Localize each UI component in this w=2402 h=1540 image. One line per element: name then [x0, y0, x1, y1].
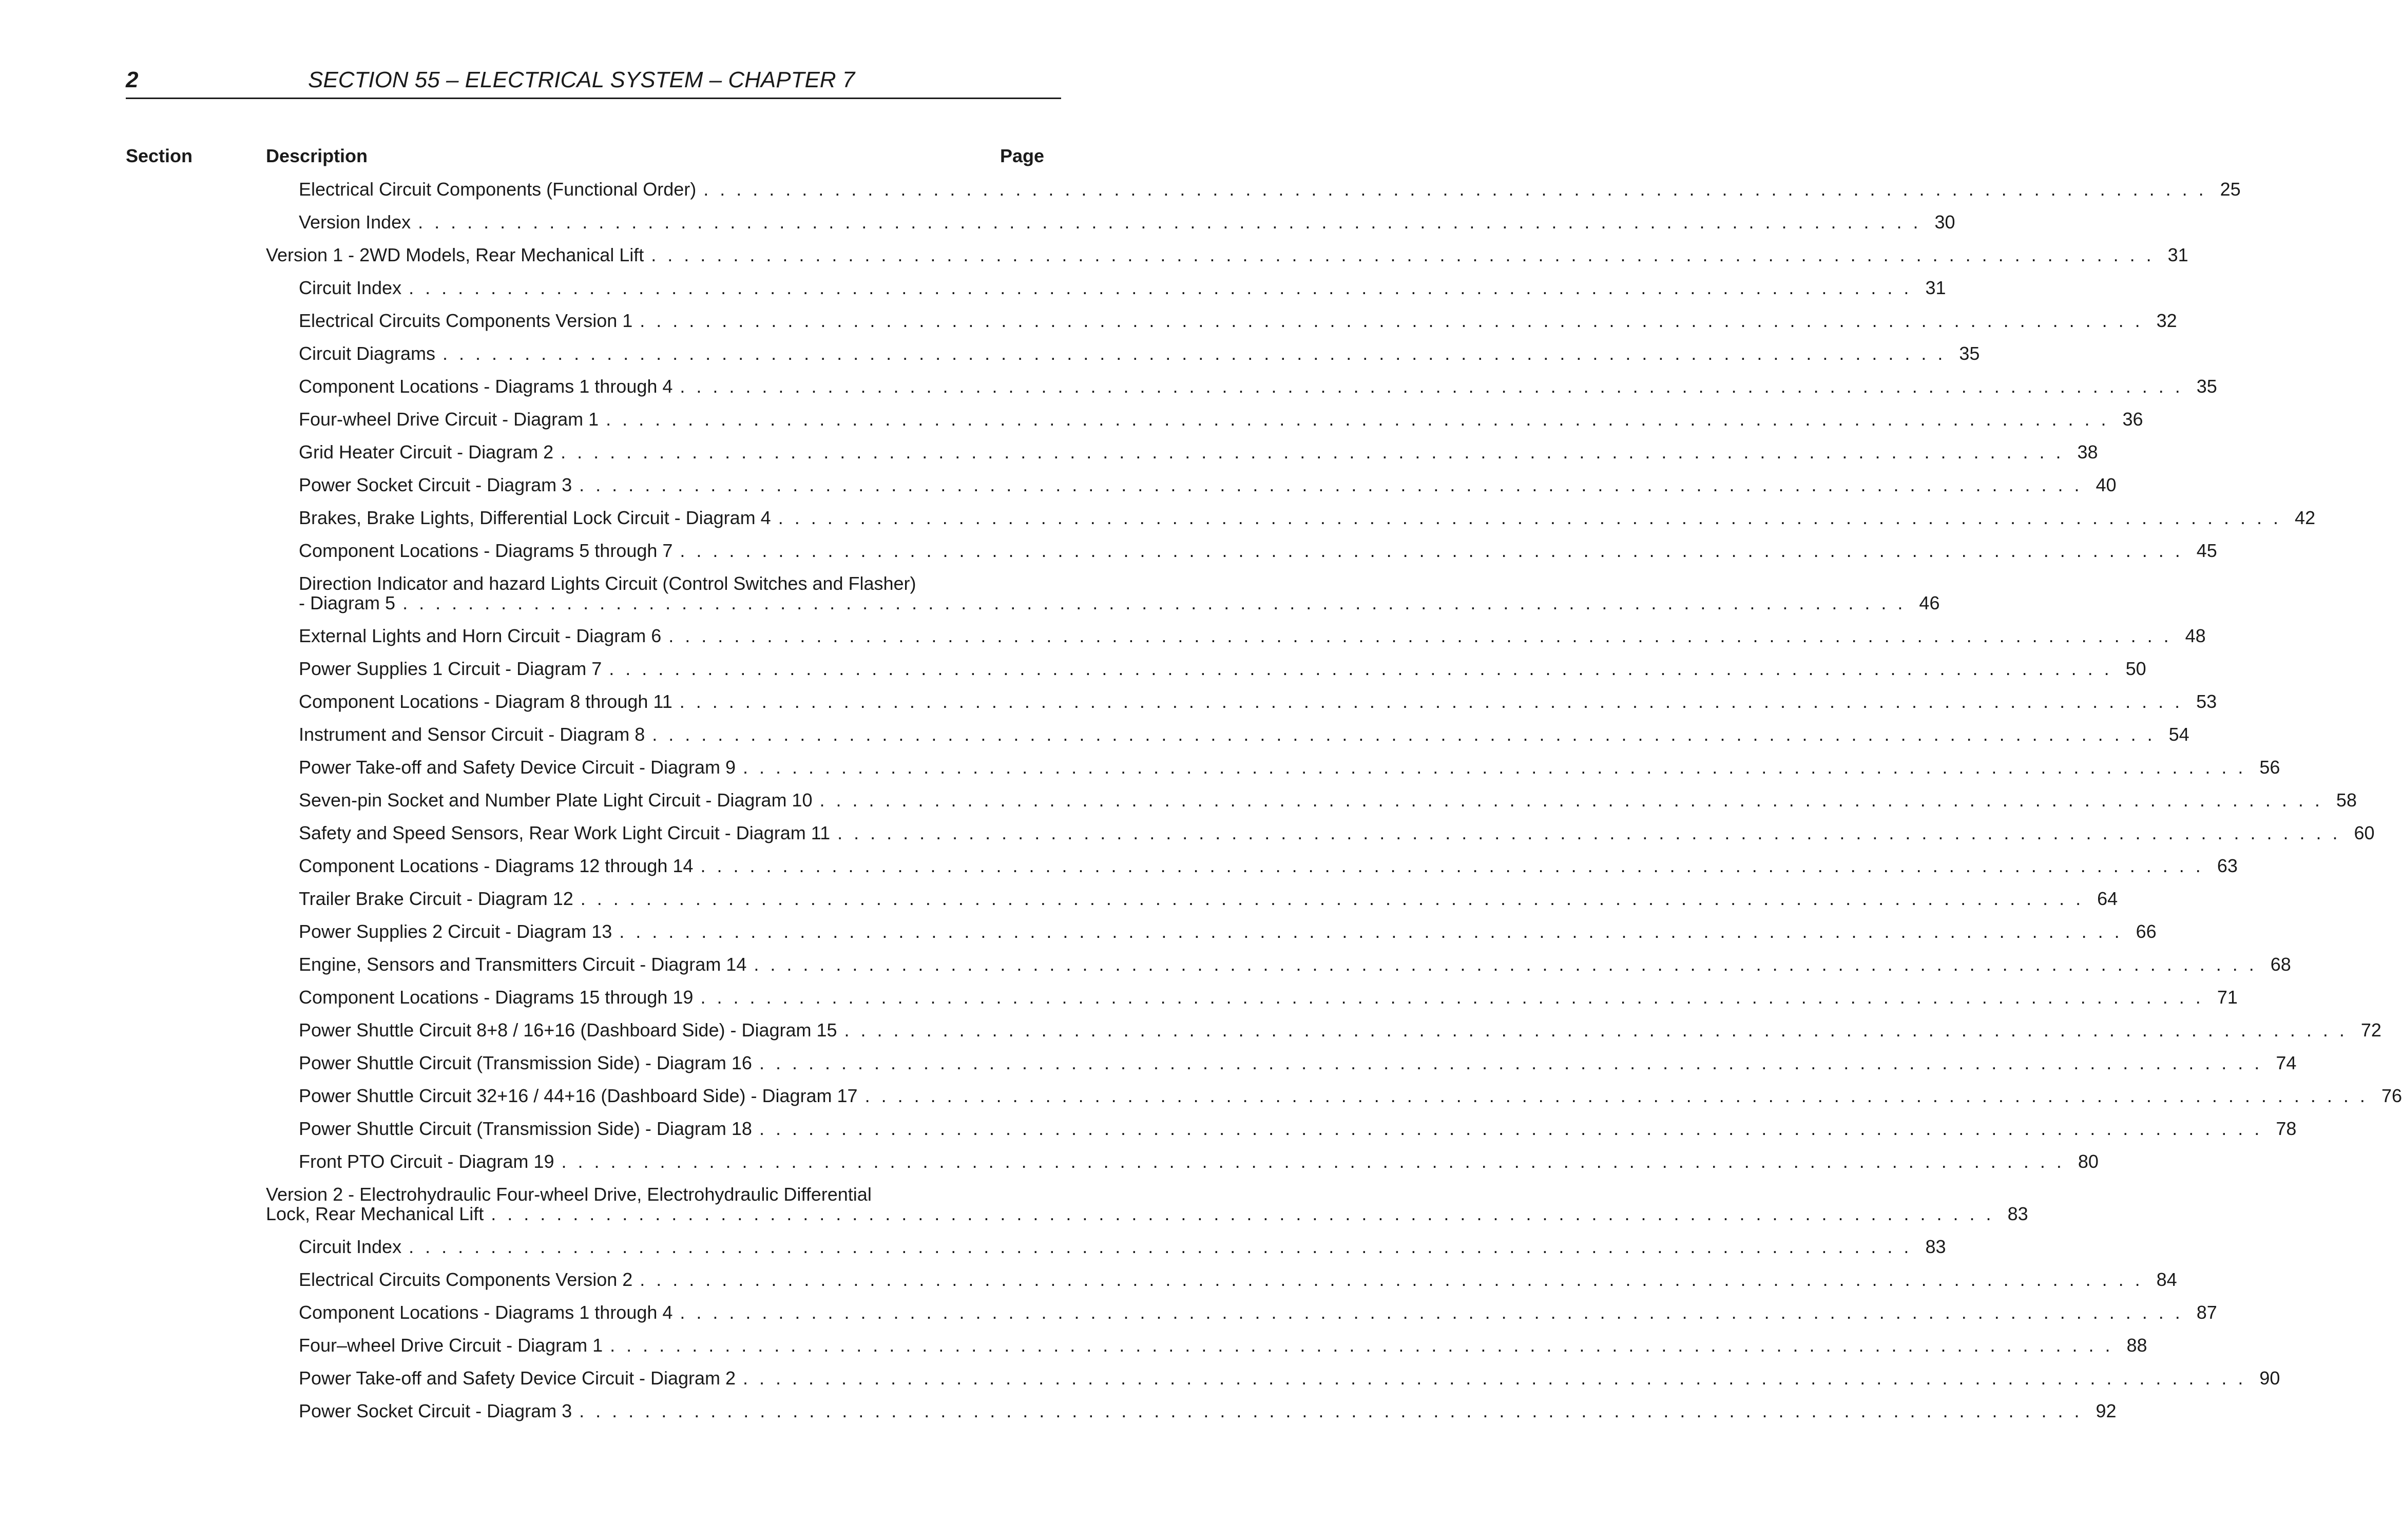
toc-entry-page: 53	[2196, 691, 2217, 712]
page-number: 2	[126, 67, 139, 92]
dot-leader: . . . . . . . . . . . . . . . . . . . . . . . . . . . . . . . . . . . . . . . . . . . . . . . . . . . . . . . . . . . . . . . . . . . . . . . . . . . . . . . . . . . . . . . . . . . .	[409, 1236, 1912, 1257]
dot-leader: . . . . . . . . . . . . . . . . . . . . . . . . . . . . . . . . . . . . . . . . . . . . . . . . . . . . . . . . . . . . . . . . . . . . . . . . . . . . . . . . . . . . . . . . . . . .	[619, 921, 2123, 942]
toc-entry	[299, 272, 1946, 304]
toc-entry	[299, 751, 2280, 784]
toc-entry-page: 54	[2168, 724, 2189, 745]
dot-leader: . . . . . . . . . . . . . . . . . . . . . . . . . . . . . . . . . . . . . . . . . . . . . . . . . . . . . . . . . . . . . . . . . . . . . . . . . . . . . . . . . . . . . . . . . . . .	[579, 1400, 2083, 1421]
toc-entry-page: 31	[2167, 244, 2188, 265]
toc-entry	[299, 620, 2206, 652]
toc-entry-page: 88	[2126, 1335, 2147, 1356]
page-column-header: Page	[1000, 145, 1044, 166]
dot-leader: . . . . . . . . . . . . . . . . . . . . . . . . . . . . . . . . . . . . . . . . . . . . . . . . . . . . . . . . . . . . . . . . . . . . . . . . . . . . . . . . . . . . . . . . . . . .	[754, 954, 2257, 975]
toc-entry-title: Power Socket Circuit - Diagram 3	[299, 474, 572, 495]
toc-entry-page: 71	[2217, 987, 2238, 1008]
table-of-contents	[0, 173, 2402, 1428]
toc-entry	[299, 685, 2217, 718]
toc-entry-title: Seven-pin Socket and Number Plate Light Circuit - Diagram 10	[299, 790, 813, 811]
dot-leader: . . . . . . . . . . . . . . . . . . . . . . . . . . . . . . . . . . . . . . . . . . . . . . . . . . . . . . . . . . . . . . . . . . . . . . . . . . . . . . . . . . . . . . . . . . . .	[668, 625, 2172, 646]
toc-entry	[299, 1047, 2297, 1080]
dot-leader: . . . . . . . . . . . . . . . . . . . . . . . . . . . . . . . . . . . . . . . . . . . . . . . . . . . . . . . . . . . . . . . . . . . . . . . . . . . . . . . . . . . . . . . . . . . .	[610, 1335, 2113, 1356]
toc-entry-title: Lock, Rear Mechanical Lift	[266, 1203, 484, 1224]
toc-column-headers	[0, 144, 1190, 168]
toc-entry-page: 72	[2360, 1019, 2381, 1041]
dot-leader: . . . . . . . . . . . . . . . . . . . . . . . . . . . . . . . . . . . . . . . . . . . . . . . . . . . . . . . . . . . . . . . . . . . . . . . . . . . . . . . . . . . . . . . . . . . .	[561, 441, 2064, 463]
toc-entry-page: 58	[2336, 790, 2357, 811]
page-title: SECTION 55 – ELECTRICAL SYSTEM – CHAPTER 7	[308, 67, 855, 92]
dot-leader: . . . . . . . . . . . . . . . . . . . . . . . . . . . . . . . . . . . . . . . . . . . . . . . . . . . . . . . . . . . . . . . . . . . . . . . . . . . . . . . . . . . . . . . . . . . .	[743, 1368, 2246, 1389]
description-column-header: Description	[266, 145, 368, 166]
toc-entry-page: 30	[1934, 211, 1955, 233]
toc-entry-title: Power Shuttle Circuit 32+16 / 44+16 (Dashboard Side) - Diagram 17	[299, 1085, 858, 1106]
toc-entry-page: 35	[1959, 343, 1980, 364]
dot-leader: . . . . . . . . . . . . . . . . . . . . . . . . . . . . . . . . . . . . . . . . . . . . . . . . . . . . . . . . . . . . . . . . . . . . . . . . . . . . . . . . . . . . . . . . . . . .	[651, 244, 2155, 265]
toc-entry	[299, 1014, 2381, 1047]
dot-leader: . . . . . . . . . . . . . . . . . . . . . . . . . . . . . . . . . . . . . . . . . . . . . . . . . . . . . . . . . . . . . . . . . . . . . . . . . . . . . . . . . . . . . . . . . . . .	[579, 474, 2083, 495]
dot-leader: . . . . . . . . . . . . . . . . . . . . . . . . . . . . . . . . . . . . . . . . . . . . . . . . . . . . . . . . . . . . . . . . . . . . . . . . . . . . . . . . . . . . . . . . . . . .	[743, 757, 2246, 778]
dot-leader: . . . . . . . . . . . . . . . . . . . . . . . . . . . . . . . . . . . . . . . . . . . . . . . . . . . . . . . . . . . . . . . . . . . . . . . . . . . . . . . . . . . . . . . . . . . .	[609, 658, 2112, 679]
dot-leader: . . . . . . . . . . . . . . . . . . . . . . . . . . . . . . . . . . . . . . . . . . . . . . . . . . . . . . . . . . . . . . . . . . . . . . . . . . . . . . . . . . . . . . . . . . . .	[703, 179, 2207, 200]
toc-entry-title: Trailer Brake Circuit - Diagram 12	[299, 888, 573, 909]
toc-entry	[299, 652, 2146, 685]
toc-entry	[299, 1263, 2177, 1296]
toc-entry	[299, 1112, 2297, 1145]
toc-entry-page: 36	[2122, 409, 2143, 430]
toc-entry	[299, 436, 2098, 469]
toc-entry-page: 50	[2125, 658, 2146, 679]
dot-leader: . . . . . . . . . . . . . . . . . . . . . . . . . . . . . . . . . . . . . . . . . . . . . . . . . . . . . . . . . . . . . . . . . . . . . . . . . . . . . . . . . . . . . . . . . . . .	[778, 507, 2282, 528]
toc-entry-title: Component Locations - Diagram 8 through 11	[299, 691, 672, 712]
toc-entry	[299, 817, 2375, 850]
toc-entry	[299, 850, 2238, 882]
toc-entry-title: Instrument and Sensor Circuit - Diagram 8	[299, 724, 645, 745]
toc-entry	[299, 948, 2291, 981]
dot-leader: . . . . . . . . . . . . . . . . . . . . . . . . . . . . . . . . . . . . . . . . . . . . . . . . . . . . . . . . . . . . . . . . . . . . . . . . . . . . . . . . . . . . . . . . . . . .	[864, 1085, 2368, 1106]
toc-entry-title: Electrical Circuit Components (Functional Order)	[299, 179, 697, 200]
toc-entry	[299, 370, 2217, 403]
toc-entry-page: 84	[2156, 1269, 2177, 1290]
toc-entry-title-line: Version 2 - Electrohydraulic Four-wheel Drive, Electrohydraulic Differential	[266, 1184, 872, 1205]
toc-entry-page: 25	[2220, 179, 2241, 200]
dot-leader: . . . . . . . . . . . . . . . . . . . . . . . . . . . . . . . . . . . . . . . . . . . . . . . . . . . . . . . . . . . . . . . . . . . . . . . . . . . . . . . . . . . . . . . . . . . .	[491, 1203, 1994, 1224]
toc-entry-title: Power Take-off and Safety Device Circuit - Diagram 9	[299, 757, 736, 778]
dot-leader: . . . . . . . . . . . . . . . . . . . . . . . . . . . . . . . . . . . . . . . . . . . . . . . . . . . . . . . . . . . . . . . . . . . . . . . . . . . . . . . . . . . . . . . . . . . .	[561, 1151, 2065, 1172]
dot-leader: . . . . . . . . . . . . . . . . . . . . . . . . . . . . . . . . . . . . . . . . . . . . . . . . . . . . . . . . . . . . . . . . . . . . . . . . . . . . . . . . . . . . . . . . . . . .	[680, 376, 2183, 397]
toc-version-heading	[266, 239, 2188, 272]
dot-leader: . . . . . . . . . . . . . . . . . . . . . . . . . . . . . . . . . . . . . . . . . . . . . . . . . . . . . . . . . . . . . . . . . . . . . . . . . . . . . . . . . . . . . . . . . . . .	[700, 855, 2204, 876]
toc-entry	[299, 1230, 1946, 1263]
toc-entry	[299, 173, 2241, 206]
dot-leader: . . . . . . . . . . . . . . . . . . . . . . . . . . . . . . . . . . . . . . . . . . . . . . . . . . . . . . . . . . . . . . . . . . . . . . . . . . . . . . . . . . . . . . . . . . . .	[759, 1118, 2263, 1139]
toc-entry-title-line: Direction Indicator and hazard Lights Circuit (Control Switches and Flasher)	[299, 573, 916, 594]
dot-leader: . . . . . . . . . . . . . . . . . . . . . . . . . . . . . . . . . . . . . . . . . . . . . . . . . . . . . . . . . . . . . . . . . . . . . . . . . . . . . . . . . . . . . . . . . . . .	[402, 592, 1906, 613]
toc-entry-title: Component Locations - Diagrams 5 through 7	[299, 540, 673, 561]
toc-entry-title: Circuit Index	[299, 277, 402, 298]
toc-entry-title: Power Shuttle Circuit (Transmission Side) - Diagram 16	[299, 1052, 752, 1073]
toc-entry-title: Front PTO Circuit - Diagram 19	[299, 1151, 554, 1172]
toc-entry	[299, 915, 2157, 948]
dot-leader: . . . . . . . . . . . . . . . . . . . . . . . . . . . . . . . . . . . . . . . . . . . . . . . . . . . . . . . . . . . . . . . . . . . . . . . . . . . . . . . . . . . . . . . . . . . .	[844, 1019, 2348, 1041]
dot-leader: . . . . . . . . . . . . . . . . . . . . . . . . . . . . . . . . . . . . . . . . . . . . . . . . . . . . . . . . . . . . . . . . . . . . . . . . . . . . . . . . . . . . . . . . . . . .	[759, 1052, 2263, 1073]
dot-leader: . . . . . . . . . . . . . . . . . . . . . . . . . . . . . . . . . . . . . . . . . . . . . . . . . . . . . . . . . . . . . . . . . . . . . . . . . . . . . . . . . . . . . . . . . . . .	[680, 1302, 2183, 1323]
toc-entry	[299, 1395, 2117, 1428]
toc-entry-page: 56	[2259, 757, 2280, 778]
toc-entry-page: 31	[1925, 277, 1946, 298]
toc-entry	[299, 784, 2357, 817]
toc-entry	[299, 534, 2217, 567]
toc-entry-page: 32	[2156, 310, 2177, 331]
dot-leader: . . . . . . . . . . . . . . . . . . . . . . . . . . . . . . . . . . . . . . . . . . . . . . . . . . . . . . . . . . . . . . . . . . . . . . . . . . . . . . . . . . . . . . . . . . . .	[640, 310, 2143, 331]
toc-entry-page: 66	[2136, 921, 2157, 942]
toc-entry-title: Safety and Speed Sensors, Rear Work Light Circuit - Diagram 11	[299, 822, 831, 843]
toc-entry-page: 46	[1919, 592, 1940, 613]
dot-leader: . . . . . . . . . . . . . . . . . . . . . . . . . . . . . . . . . . . . . . . . . . . . . . . . . . . . . . . . . . . . . . . . . . . . . . . . . . . . . . . . . . . . . . . . . . . .	[443, 343, 1946, 364]
toc-entry-page: 68	[2270, 954, 2291, 975]
toc-entry-page: 76	[2381, 1085, 2402, 1106]
dot-leader: . . . . . . . . . . . . . . . . . . . . . . . . . . . . . . . . . . . . . . . . . . . . . . . . . . . . . . . . . . . . . . . . . . . . . . . . . . . . . . . . . . . . . . . . . . . .	[409, 277, 1912, 298]
toc-entry-page: 92	[2096, 1400, 2117, 1421]
toc-entry-page: 38	[2077, 441, 2098, 463]
toc-entry-page: 87	[2196, 1302, 2217, 1323]
toc-entry-title: Power Supplies 1 Circuit - Diagram 7	[299, 658, 602, 679]
toc-entry	[299, 1362, 2280, 1395]
toc-entry-title: Electrical Circuits Components Version 1	[299, 310, 633, 331]
dot-leader: . . . . . . . . . . . . . . . . . . . . . . . . . . . . . . . . . . . . . . . . . . . . . . . . . . . . . . . . . . . . . . . . . . . . . . . . . . . . . . . . . . . . . . . . . . . .	[680, 540, 2183, 561]
toc-entry	[299, 206, 1955, 239]
toc-version-heading	[266, 1178, 2028, 1230]
toc-entry-page: 63	[2217, 855, 2238, 876]
toc-entry-title: Circuit Diagrams	[299, 343, 436, 364]
toc-entry-page: 83	[2007, 1203, 2028, 1224]
dot-leader: . . . . . . . . . . . . . . . . . . . . . . . . . . . . . . . . . . . . . . . . . . . . . . . . . . . . . . . . . . . . . . . . . . . . . . . . . . . . . . . . . . . . . . . . . . . .	[606, 409, 2109, 430]
toc-entry-title: Component Locations - Diagrams 12 through 14	[299, 855, 694, 876]
page-header	[126, 66, 1061, 99]
toc-entry	[299, 567, 1940, 620]
toc-entry-page: 48	[2185, 625, 2206, 646]
toc-entry-title: Component Locations - Diagrams 1 through 4	[299, 1302, 673, 1323]
toc-entry-page: 60	[2354, 822, 2375, 843]
dot-leader: . . . . . . . . . . . . . . . . . . . . . . . . . . . . . . . . . . . . . . . . . . . . . . . . . . . . . . . . . . . . . . . . . . . . . . . . . . . . . . . . . . . . . . . . . . . .	[837, 822, 2341, 843]
toc-entry-page: 80	[2078, 1151, 2099, 1172]
toc-entry-page: 35	[2196, 376, 2217, 397]
toc-entry-title: Power Take-off and Safety Device Circuit - Diagram 2	[299, 1368, 736, 1389]
toc-entry-page: 74	[2276, 1052, 2297, 1073]
dot-leader: . . . . . . . . . . . . . . . . . . . . . . . . . . . . . . . . . . . . . . . . . . . . . . . . . . . . . . . . . . . . . . . . . . . . . . . . . . . . . . . . . . . . . . . . . . . .	[418, 211, 1921, 233]
section-column-header: Section	[126, 145, 193, 166]
toc-entry-page: 78	[2276, 1118, 2297, 1139]
toc-entry-title: Brakes, Brake Lights, Differential Lock Circuit - Diagram 4	[299, 507, 771, 528]
toc-entry	[299, 1329, 2147, 1362]
toc-entry-title: External Lights and Horn Circuit - Diagram 6	[299, 625, 662, 646]
toc-entry	[299, 882, 2118, 915]
toc-entry-page: 64	[2097, 888, 2118, 909]
dot-leader: . . . . . . . . . . . . . . . . . . . . . . . . . . . . . . . . . . . . . . . . . . . . . . . . . . . . . . . . . . . . . . . . . . . . . . . . . . . . . . . . . . . . . . . . . . . .	[700, 987, 2204, 1008]
toc-entry-title: Four-wheel Drive Circuit - Diagram 1	[299, 409, 599, 430]
toc-entry-title: Engine, Sensors and Transmitters Circuit - Diagram 14	[299, 954, 747, 975]
toc-entry-title: Power Shuttle Circuit (Transmission Side) - Diagram 18	[299, 1118, 752, 1139]
toc-entry-title: - Diagram 5	[299, 592, 396, 613]
toc-entry	[299, 403, 2143, 436]
toc-entry-title: Four–wheel Drive Circuit - Diagram 1	[299, 1335, 603, 1356]
dot-leader: . . . . . . . . . . . . . . . . . . . . . . . . . . . . . . . . . . . . . . . . . . . . . . . . . . . . . . . . . . . . . . . . . . . . . . . . . . . . . . . . . . . . . . . . . . . .	[652, 724, 2156, 745]
dot-leader: . . . . . . . . . . . . . . . . . . . . . . . . . . . . . . . . . . . . . . . . . . . . . . . . . . . . . . . . . . . . . . . . . . . . . . . . . . . . . . . . . . . . . . . . . . . .	[679, 691, 2183, 712]
toc-entry	[299, 469, 2117, 502]
toc-entry-title: Power Supplies 2 Circuit - Diagram 13	[299, 921, 612, 942]
toc-entry-page: 83	[1925, 1236, 1946, 1257]
dot-leader: . . . . . . . . . . . . . . . . . . . . . . . . . . . . . . . . . . . . . . . . . . . . . . . . . . . . . . . . . . . . . . . . . . . . . . . . . . . . . . . . . . . . . . . . . . . .	[819, 790, 2323, 811]
dot-leader: . . . . . . . . . . . . . . . . . . . . . . . . . . . . . . . . . . . . . . . . . . . . . . . . . . . . . . . . . . . . . . . . . . . . . . . . . . . . . . . . . . . . . . . . . . . .	[580, 888, 2084, 909]
toc-entry	[299, 718, 2189, 751]
toc-entry	[299, 304, 2177, 337]
toc-entry-title: Version Index	[299, 211, 411, 233]
toc-entry-title: Electrical Circuits Components Version 2	[299, 1269, 633, 1290]
toc-entry	[299, 1080, 2402, 1112]
toc-entry	[299, 981, 2238, 1014]
toc-entry-title: Version 1 - 2WD Models, Rear Mechanical Lift	[266, 244, 644, 265]
toc-entry-title: Circuit Index	[299, 1236, 402, 1257]
toc-entry	[299, 502, 2316, 534]
toc-entry-title: Component Locations - Diagrams 1 through 4	[299, 376, 673, 397]
toc-entry-page: 40	[2096, 474, 2117, 495]
toc-entry-title: Component Locations - Diagrams 15 through 19	[299, 987, 694, 1008]
toc-entry-page: 45	[2196, 540, 2217, 561]
toc-entry-title: Grid Heater Circuit - Diagram 2	[299, 441, 554, 463]
toc-entry	[299, 1145, 2099, 1178]
toc-entry-page: 42	[2295, 507, 2316, 528]
toc-entry	[299, 1296, 2217, 1329]
dot-leader: . . . . . . . . . . . . . . . . . . . . . . . . . . . . . . . . . . . . . . . . . . . . . . . . . . . . . . . . . . . . . . . . . . . . . . . . . . . . . . . . . . . . . . . . . . . .	[640, 1269, 2143, 1290]
toc-entry-title: Power Socket Circuit - Diagram 3	[299, 1400, 572, 1421]
toc-entry-title: Power Shuttle Circuit 8+8 / 16+16 (Dashboard Side) - Diagram 15	[299, 1019, 837, 1041]
toc-entry-page: 90	[2259, 1368, 2280, 1389]
toc-entry	[299, 337, 1980, 370]
